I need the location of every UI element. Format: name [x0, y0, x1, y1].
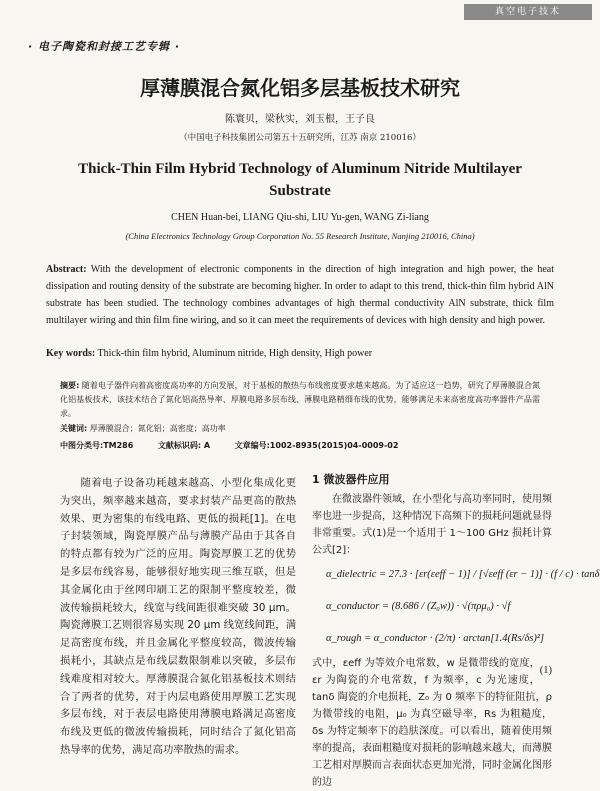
english-keywords — [46, 348, 554, 359]
formula-explanation: 式中，εeff 为等效介电常数，w 是微带线的宽度，εr 为陶瓷的介电常数，f 为频率，c 为光速度，tanδ 陶瓷的介电损耗，Z₀ 为 0 频率下的特征阻抗，ρ 为微带线的电阻，μ₀ 为真空磁导率，Rs 为粗糙度，δs 为特定频率下的趋肤深度。可以看出，随着使用频率的提高，表面粗糙度对损耗的影响越来越大，而薄膜工艺相对厚膜而言表面状态更加光滑，同时金属化图形的边 — [312, 658, 552, 788]
document-code: 文献标识码: A — [157, 441, 211, 450]
english-keywords-text: Thick-thin film hybrid, Aluminum nitride, High density, High power — [97, 348, 373, 359]
english-abstract — [46, 261, 554, 329]
english-abstract-text: With the development of electronic components in the direction of high integration and high power, the heat dissipation and routing density of the substrate are becoming higher. In order to adapt to this trend, thick-thin film hybrid AlN substrate has been studied. The technology combines advantages of high thermal conductivity AlN substrate, thick film multilayer wiring and thin film fine wiring, and so it can meet the requirements of devices with high density and high power. — [46, 264, 554, 326]
chinese-keywords-text: 厚薄膜混合；氮化铝；高密度；高功率 — [89, 424, 226, 433]
section-title: 1 微波器件应用 — [312, 473, 390, 486]
equation-number: (1) — [539, 665, 552, 676]
english-abstract-label: Abstract: — [46, 264, 87, 275]
classification-line — [60, 440, 540, 451]
chinese-abstract — [60, 379, 540, 421]
chinese-title: 厚薄膜混合氮化铝多层基板技术研究 — [140, 76, 460, 100]
right-column — [312, 471, 600, 791]
section-paragraph: 在微波器件领域，在小型化与高功率同时，使用频率也进一步提高，这种情况下高频下的损耗问题就显得非常重要。式(1)是一个适用于 1～100 GHz 损耗计算公式[2]： — [312, 494, 552, 556]
column-tag: · 电子陶瓷和封接工艺专辑 · — [28, 40, 181, 53]
chinese-keywords-label: 关键词: — [60, 424, 88, 433]
article-number: 文章编号:1002-8935(2015)04-0009-02 — [234, 441, 399, 450]
chinese-authors: 陈寰贝，梁秋实，刘玉根，王子良 — [225, 114, 375, 125]
intro-paragraph: 随着电子设备功耗越来越高、小型化集成化更为突出，频率越来越高，要求封装产品更高的散热效果、更为密集的布线电路、更低的损耗[1]。在电子封装领域，陶瓷厚膜产品与薄膜产品由于其各自的特点都有较为广泛的应用。陶瓷厚膜工艺的优势是多层布线容易，能够很好地实现三维互联，但是其金属化由于丝网印刷工艺的限制平整度较差，微波传输损耗较大，线宽与线间距很难突破 30 μm。陶瓷薄膜工艺则很容易实现 20 μm 线宽线间距，满足高密度布线，并且金属化平整度较高，微波传输损耗小，其缺点是布线层数限制难以突破，多层布线难度相对较大。厚薄膜混合氮化铝基板技术则结合了两者的优势，对于内层电路使用厚膜工艺实现多层布线，对于表层电路使用薄膜电路满足高密度布线及更低的微波传输损耗，同时结合了氮化铝高热导率的优势，满足高功率散热的需求。 — [60, 477, 296, 756]
english-authors: CHEN Huan-bei, LIANG Qiu-shi, LIU Yu-gen, WANG Zi-liang — [171, 212, 429, 223]
chinese-abstract-label: 摘要: — [60, 381, 80, 390]
formula-rough — [312, 623, 552, 676]
formula-dielectric: α_dielectric = 27.3 · [εr(εeff − 1)] / [√εeff (εr − 1)] · (f / c) · tanδ — [326, 569, 600, 580]
chinese-abstract-text: 随着电子器件向着高密度高功率的方向发展，对于基板的散热与布线密度要求越来越高。为了适应这一趋势，研究了厚薄膜混合氮化铝基板技术，该技术结合了氮化铝高热导率、厚膜电路多层布线、薄膜电路精细布线的优势，能够满足未来高密度高功率器件产品需求。 — [60, 381, 541, 418]
clc-number: 中图分类号:TM286 — [60, 441, 134, 450]
formula-conductor: α_conductor = (8.686 / (Z₀w)) · √(πρμ₀) · √f — [326, 601, 511, 612]
formula-rough-expression: α_rough = α_conductor · (2/π) · arctan[1.4(Rs/δs)²] — [326, 633, 545, 644]
left-column — [60, 475, 296, 760]
chinese-affiliation: （中国电子科技集团公司第五十五研究所，江苏 南京 210016） — [179, 133, 421, 143]
chinese-keywords — [60, 423, 540, 434]
english-affiliation: (China Electronics Technology Group Corporation No. 55 Research Institute, Nanjing 210016, China) — [125, 231, 475, 241]
english-keywords-label: Key words: — [46, 348, 96, 359]
english-title: Thick-Thin Film Hybrid Technology of Aluminum Nitride Multilayer Substrate — [78, 161, 522, 199]
journal-banner: 真空电子技术 — [464, 4, 592, 20]
